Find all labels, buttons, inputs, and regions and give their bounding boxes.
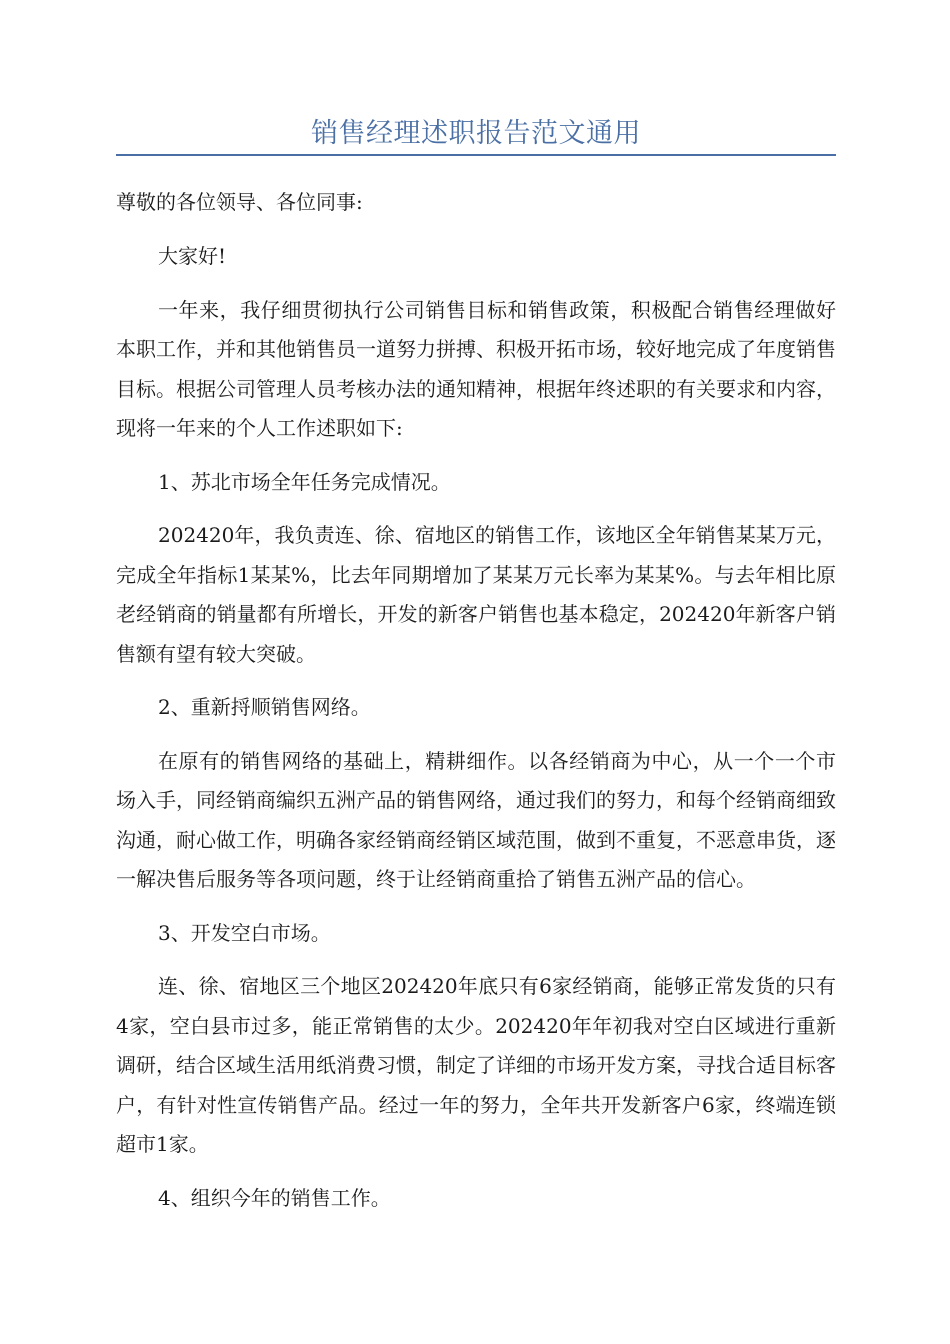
section-heading-2: 2、重新捋顺销售网络。 [158,695,371,719]
document-page [116,110,836,1218]
paragraph-section-1: 202420年，我负责连、徐、宿地区的销售工作，该地区全年销售某某万元，完成全年指标1某某%，比去年同期增加了某某万元长率为某某%。与去年相比原老经销商的销量都有所增长，开发的新客户销售也基本稳定，202420年新客户销售额有望有较大突破。 [116,523,836,666]
paragraph-section-2: 在原有的销售网络的基础上，精耕细作。以各经销商为中心，从一个一个市场入手，同经销商编织五洲产品的销售网络，通过我们的努力，和每个经销商细致沟通，耐心做工作，明确各家经销商经销区域范围，做到不重复，不恶意串货，逐一解决售后服务等各项问题，终于让经销商重拾了销售五洲产品的信心。 [116,748,836,891]
section-heading-3: 3、开发空白市场。 [158,920,331,945]
paragraph-section-3: 连、徐、宿地区三个地区202420年底只有6家经销商，能够正常发货的只有4家，空白县市过多，能正常销售的太少。202420年年初我对空白区域进行重新调研，结合区域生活用纸消费习惯，制定了详细的市场开发方案，寻找合适目标客户，有针对性宣传销售产品。经过一年的努力，全年共开发新客户6家，终端连锁超市1家。 [116,974,836,1156]
paragraph-intro: 一年来，我仔细贯彻执行公司销售目标和销售政策，积极配合销售经理做好本职工作，并和其他销售员一道努力拼搏、积极开拓市场，较好地完成了年度销售目标。根据公司管理人员考核办法的通知精神，根据年终述职的有关要求和内容，现将一年来的个人工作述职如下: [116,297,836,440]
greeting: 大家好! [158,244,227,268]
document-title: 销售经理述职报告范文通用 [311,118,641,149]
section-heading-4: 4、组织今年的销售工作。 [158,1185,391,1210]
section-heading-1: 1、苏北市场全年任务完成情况。 [158,469,451,494]
salutation: 尊敬的各位领导、各位同事: [116,190,363,214]
